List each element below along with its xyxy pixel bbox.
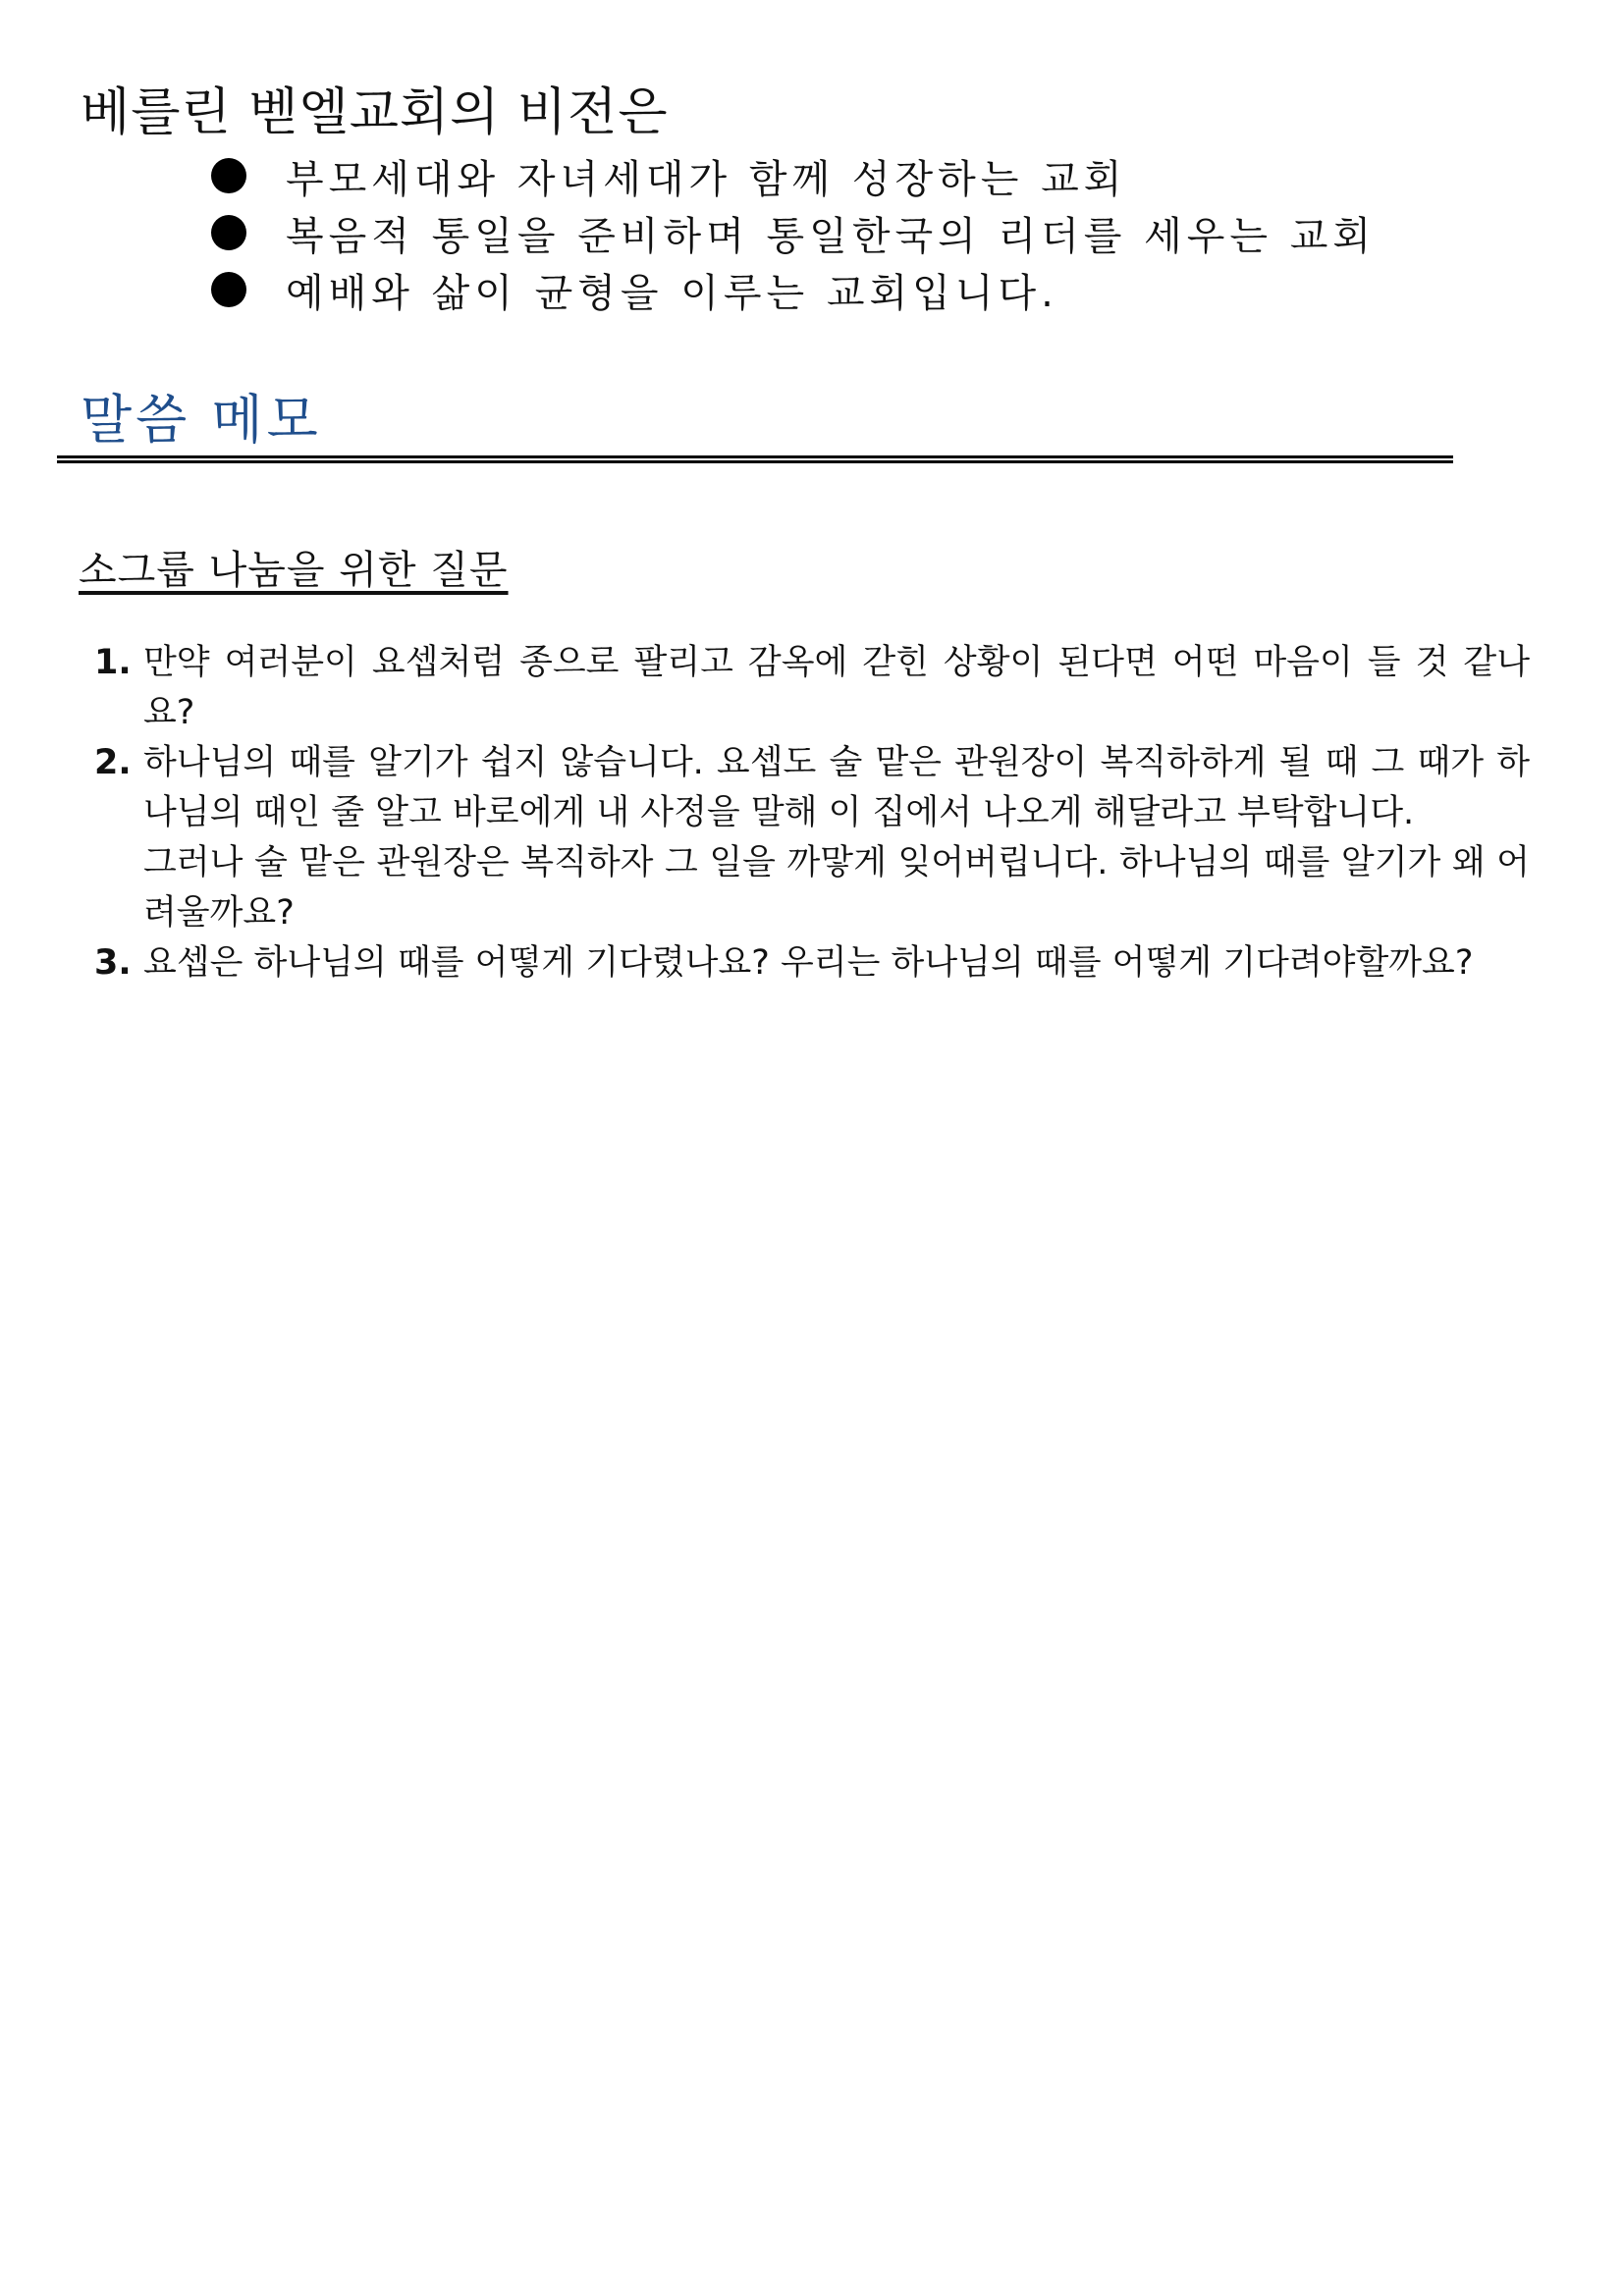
question-item bbox=[94, 938, 1530, 988]
bullet-icon bbox=[211, 158, 246, 193]
vision-item bbox=[211, 261, 1376, 318]
vision-item bbox=[211, 204, 1376, 261]
question-item bbox=[94, 738, 1530, 938]
vision-item-text: 부모세대와 자녀세대가 함께 성장하는 교회 bbox=[286, 156, 1127, 202]
vision-item-text: 예배와 삶이 균형을 이루는 교회입니다. bbox=[286, 270, 1058, 316]
question-body bbox=[143, 638, 1530, 738]
vision-list bbox=[211, 147, 1376, 318]
bullet-icon bbox=[211, 272, 246, 307]
question-number: 1. bbox=[94, 643, 132, 682]
question-text: 요셉은 하나님의 때를 어떻게 기다렸나요? 우리는 하나님의 때를 어떻게 기다려야할까요? bbox=[143, 943, 1474, 983]
bullet-icon bbox=[211, 215, 246, 250]
vision-item bbox=[211, 147, 1376, 204]
question-body bbox=[143, 938, 1530, 988]
question-text: 그러나 술 맡은 관원장은 복직하자 그 일을 까맣게 잊어버립니다. 하나님의 때를 알기가 왜 어려울까요? bbox=[143, 843, 1530, 933]
vision-item-text: 복음적 통일을 준비하며 통일한국의 리더를 세우는 교회 bbox=[286, 213, 1377, 259]
vision-title: 베를린 벧엘교회의 비전은 bbox=[81, 83, 669, 142]
question-body bbox=[143, 738, 1530, 938]
question-number: 3. bbox=[94, 943, 132, 983]
memo-divider bbox=[57, 455, 1453, 463]
question-item bbox=[94, 638, 1530, 738]
question-text: 만약 여러분이 요셉처럼 종으로 팔리고 감옥에 갇힌 상황이 된다면 어떤 마음이 들 것 같나요? bbox=[143, 643, 1530, 732]
memo-title: 말씀 메모 bbox=[81, 389, 322, 451]
question-list bbox=[94, 638, 1530, 988]
question-text: 하나님의 때를 알기가 쉽지 않습니다. 요셉도 술 맡은 관원장이 복직하하게 될 때 그 때가 하나님의 때인 줄 알고 바로에게 내 사정을 말해 이 집에서 나오게 해달라고 부탁합니다. bbox=[143, 743, 1530, 832]
question-number: 2. bbox=[94, 743, 132, 782]
questions-heading: 소그룹 나눔을 위한 질문 bbox=[79, 548, 509, 593]
